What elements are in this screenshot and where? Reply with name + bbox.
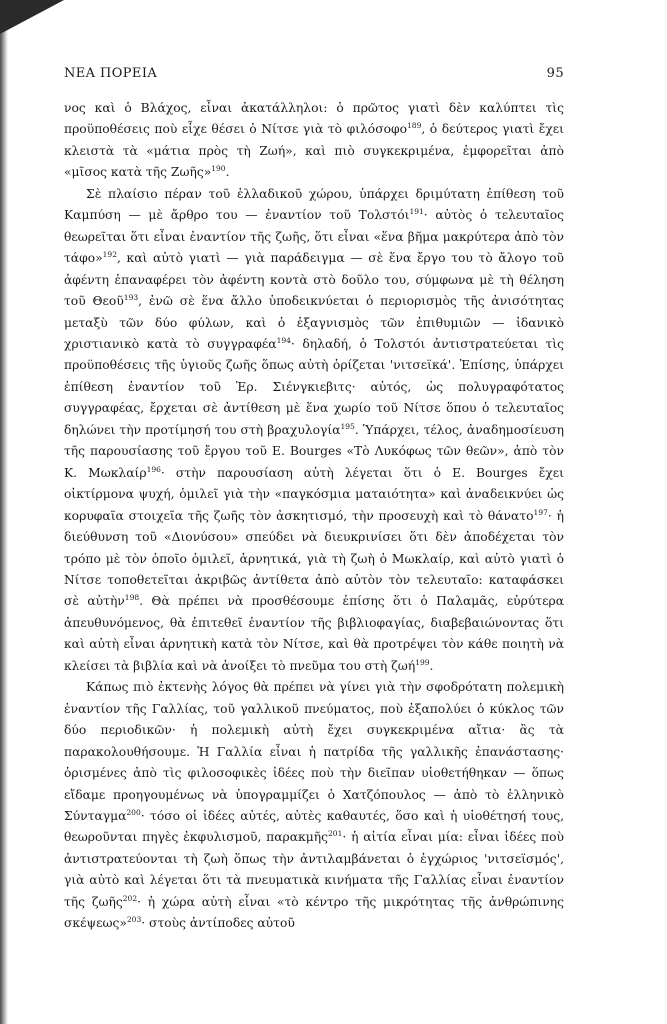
text-run: Σὲ πλαίσιο πέραν τοῦ ἑλλαδικοῦ χώρου, ὑπάρχει δριμύτατη ἐπίθεση τοῦ Καμπύση — μὲ ἄρθρο του — ἐναντίον τοῦ Τολστόι <box>64 186 564 223</box>
text-run: . <box>429 658 434 673</box>
footnote-ref: 192 <box>102 250 117 260</box>
footnote-ref: 200 <box>126 807 141 817</box>
text-run: , ἐνῶ σὲ ἕνα ἄλλο ὑποδεικνύεται ὁ περιορισμὸς τῆς ἀνισότητας μεταξὺ τῶν δύο φύλων, καὶ ὁ ἐξαγνισμὸς τῶν ἐπιθυμιῶν — ἰδανικὸ χριστιανικὸ κατὰ τὸ συγγραφέα <box>64 294 564 351</box>
body-text <box>64 98 564 935</box>
text-run: · δηλαδή, ὁ Τολστόι ἀντιστρατεύεται τὶς προϋποθέσεις τῆς ὑγιοῦς ζωῆς ὅπως αὐτὴ ὁρίζεται 'νιτσεϊκά'. Ἐπίσης, ὑπάρχει ἐπίθεση ἐναντίον τοῦ Ἐρ. Σιένγκιεβιτς· αὐτός, ὡς πολυγραφότατος συγγραφέας, ἔρχεται σὲ ἀντίθεση μὲ ἕνα χωρίο τοῦ Νίτσε ὅπου ὁ τελευταῖος δηλώνει τὴν προτίμησή του στὴ βραχυλογία <box>64 336 564 437</box>
scan-corner-shadow <box>0 0 64 34</box>
text-run: , καὶ αὐτὸ γιατὶ — γιὰ παράδειγμα — σὲ ἕνα ἔργο του τὸ ἄλογο τοῦ ἀφέντη ἐπαναφέρει τὸν ἀφέντη κοντὰ στὸ δοῦλο του, σύμφωνα μὲ τὴ θέληση τοῦ Θεοῦ <box>64 251 564 309</box>
running-title: ΝΕΑ ΠΟΡΕΙΑ <box>64 66 158 81</box>
scan-edge-shadow <box>0 0 8 1024</box>
footnote-ref: 191 <box>409 207 424 217</box>
footnote-ref: 195 <box>340 421 355 431</box>
paragraph <box>64 98 564 184</box>
footnote-ref: 199 <box>415 657 430 667</box>
text-run: · τόσο οἱ ἰδέες αὐτές, αὐτὲς καθαυτές, ὅσο καὶ ἡ υἱοθέτησή τους, θεωροῦνται πηγὲς ἐκφυλισμοῦ, παρακμῆς <box>64 808 564 845</box>
footnote-ref: 194 <box>276 335 291 345</box>
text-run: Κάπως πιὸ ἐκτενὴς λόγος θὰ πρέπει νὰ γίνει γιὰ τὴν σφοδρότατη πολεμικὴ ἐναντίον τῆς Γαλλίας, τοῦ γαλλικοῦ πνεύματος, ποὺ ἐξαπολύει ὁ κύκλος τῶν δύο περιοδικῶν· ἡ πολεμικὴ αὐτὴ ἔχει συγκεκριμένα αἴτια· ἂς τὰ παρακολουθήσουμε. Ἡ Γαλλία εἶναι ἡ πατρίδα τῆς γαλλικῆς ἐπανάστασης· ὁρισμένες ἀπὸ τὶς φιλοσοφικὲς ἰδέες ποὺ τὴν διεῖπαν υἱοθετήθηκαν — ὅπως εἴδαμε προηγουμένως νὰ ὑπογραμμίζει ὁ Χατζόπουλος — ἀπὸ τὸ ἑλληνικὸ Σύνταγμα <box>64 680 564 823</box>
paragraph <box>64 184 564 677</box>
footnote-ref: 193 <box>123 293 139 303</box>
text-run: . Ὑπάρχει, τέλος, ἀναδημοσίευση τῆς παρουσίασης τοῦ ἔργου τοῦ E. Bourges «Τὸ Λυκόφως τῶν θεῶν», ἀπὸ τὸν Κ. Μωκλαίρ <box>64 422 564 480</box>
page-number: 95 <box>546 66 564 81</box>
footnote-ref: 196 <box>146 464 161 474</box>
text-run: . Θὰ πρέπει νὰ προσθέσουμε ἐπίσης ὅτι ὁ Παλαμᾶς, εὐρύτερα ἀπευθυνόμενος, θὰ ἐπιτεθεῖ ἐναντίον τῆς βιβλιοφαγίας, διαβεβαιώνοντας ὅτι καὶ αὐτὴ εἶναι ἀρνητικὴ κατὰ τὸν Νίτσε, καὶ θὰ προτρέψει τὸν κάθε ποιητὴ νὰ κλείσει τὰ βιβλία καὶ νὰ ἀνοίξει τὸ πνεῦμα του στὴ ζωή <box>64 594 564 673</box>
text-run: · στοὺς ἀντίποδες αὐτοῦ <box>141 916 295 931</box>
text-run: . <box>225 165 230 180</box>
text-run: · ἡ αἰτία εἶναι μία: εἶναι ἰδέες ποὺ ἀντιστρατεύονται τὴ ζωὴ ὅπως τὴν ἀντιλαμβάνεται ὁ ἐγχώριος 'νιτσεϊσμός', γιὰ αὐτὸ καὶ λέγεται ὅτι τὰ πνευματικὰ κινήματα τῆς Γαλλίας εἶναι ἐναντίον τῆς ζωῆς <box>64 830 564 909</box>
footnote-ref: 190 <box>211 164 226 174</box>
paragraph <box>64 677 564 934</box>
footnote-ref: 189 <box>407 121 422 131</box>
text-run: νος καὶ ὁ Βλάχος, εἶναι ἀκατάλληλοι: ὁ πρῶτος γιατὶ δὲν καλύπτει τὶς προϋποθέσεις ποὺ εἶχε θέσει ὁ Νίτσε γιὰ τὸ φιλόσοφο <box>64 101 564 137</box>
page-header <box>64 66 564 81</box>
text-run: , ὁ δεύτερος γιατὶ ἔχει κλειστὰ τὰ «μάτια πρὸς τὴ Ζωή», καὶ πιὸ συγκεκριμένα, ἐμφορεῖται ἀπὸ «μῖσος κατὰ τῆς Ζωῆς» <box>64 122 565 180</box>
footnote-ref: 201 <box>328 829 343 839</box>
text-run: · ἡ χώρα αὐτὴ εἶναι «τὸ κέντρο τῆς μικρότητας τῆς ἀνθρώπινης σκέψεως» <box>64 894 564 931</box>
text-run: · αὐτὸς ὁ τελευταῖος θεωρεῖται ὅτι εἶναι ἐναντίον τῆς ζωῆς, ὅτι εἶναι «ἕνα βῆμα μακρύτερα ἀπὸ τὸν τάφο» <box>64 208 564 266</box>
footnote-ref: 203 <box>126 915 142 925</box>
footnote-ref: 202 <box>122 893 138 903</box>
text-run: · ἡ διεύθυνση τοῦ «Διονύσου» σπεύδει νὰ διευκρινίσει ὅτι δὲν ἀποδέχεται τὸν τρόπο μὲ τὸν ὁποῖο ὁμιλεῖ, ἀρνητικά, γιὰ τὴ ζωὴ ὁ Μωκλαίρ, καὶ αὐτὸ γιατὶ ὁ Νίτσε τοποθετεῖται ἀκριβῶς ἀντίθετα ἀπὸ αὐτὸν τὸν τελευταῖο: καταφάσκει σὲ αὐτὴν <box>64 508 564 609</box>
footnote-ref: 197 <box>533 507 548 517</box>
footnote-ref: 198 <box>124 593 140 603</box>
text-run: · στὴν παρουσίαση αὐτὴ λέγεται ὅτι ὁ E. Bourges ἔχει οἰκτίρμονα ψυχή, ὁμιλεῖ γιὰ τὴν «παγκόσμια ματαιότητα» καὶ ἀναδεικνύει ὡς κορυφαῖα στοιχεῖα τῆς ζωῆς τὸν ἀσκητισμό, τὴν προσευχὴ καὶ τὸ θάνατο <box>64 465 564 523</box>
